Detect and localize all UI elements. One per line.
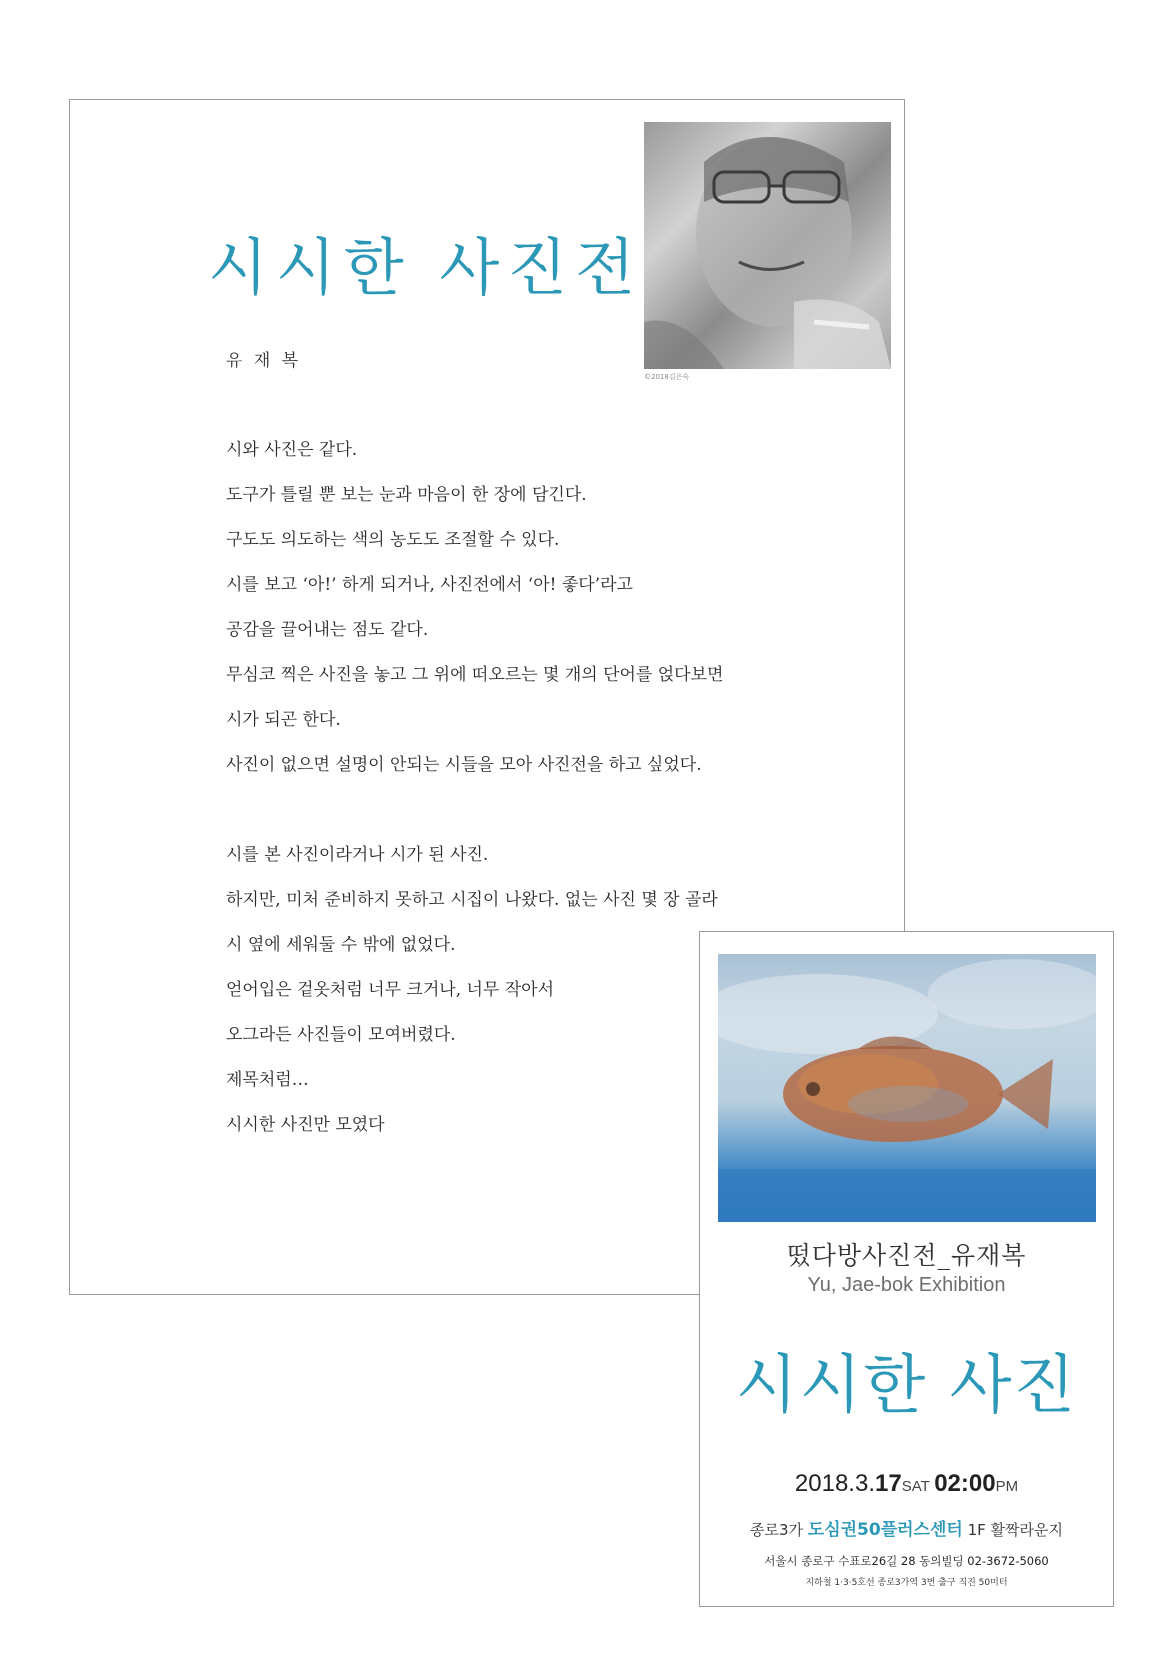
poem-line: 시시한 사진만 모였다 [226,1115,385,1135]
poem-line: 제목처럼… [226,1070,309,1090]
poem-stanza-break [226,788,723,833]
exhibition-poster [699,931,1114,1607]
exhibition-date [700,1470,1113,1498]
poem-line: 도구가 틀릴 뿐 보는 눈과 마음이 한 장에 담긴다. [226,485,587,505]
poster-subtitle-english: Yu, Jae-bok Exhibition [807,1274,1006,1296]
poem-line: 무심코 찍은 사진을 놓고 그 위에 떠오르는 몇 개의 단어를 얹다보면 [226,665,724,685]
poem-line: 시를 보고 ‘아!’ 하게 되거나, 사진전에서 ‘아! 좋다’라고 [226,575,633,595]
portrait-drawing [644,122,891,369]
portrait-sketch [644,122,891,369]
poem-line: 얻어입은 겉옷처럼 너무 크거나, 너무 작아서 [226,980,555,1000]
fish-photo [718,954,1096,1222]
poster-subtitle-korean: 떴다방사진전_유재복 [786,1241,1027,1270]
portrait-credit: ©2018김은숙 [644,373,690,381]
poem-line: 시와 사진은 같다. [226,440,358,460]
poem-line: 오그라든 사진들이 모여버렸다. [226,1025,456,1045]
date-day: 17 [874,1470,902,1497]
page-title: 시시한 사진전 [208,231,644,304]
venue-area: 종로3가 [749,1521,803,1539]
poem-line: 시가 되곤 한다. [226,710,341,730]
date-time: 02:00 [934,1470,996,1497]
venue-place: 도심권50플러스센터 [807,1520,963,1540]
fish-image [718,954,1096,1222]
poem-text [226,428,723,1148]
author-name: 유 재 복 [226,351,302,371]
date-year-month: 2018.3. [794,1470,875,1497]
poster-title: 시시한 사진 [735,1349,1078,1423]
venue-room: 1F 활짝라운지 [967,1521,1063,1539]
poem-line: 구도도 의도하는 색의 농도도 조절할 수 있다. [226,530,560,550]
poem-line: 사진이 없으면 설명이 안되는 시들을 모아 사진전을 하고 싶었다. [226,755,702,775]
date-weekday: SAT [901,1478,930,1495]
poem-line: 하지만, 미처 준비하지 못하고 시집이 나왔다. 없는 사진 몇 장 골라 [226,890,718,910]
venue-address: 서울시 종로구 수표로26길 28 동의빌딩 02-3672-5060 [764,1554,1049,1568]
date-ampm: PM [995,1478,1019,1495]
poem-line: 공감을 끌어내는 점도 같다. [226,620,429,640]
exhibition-venue [700,1515,1113,1540]
poem-line: 시를 본 사진이라거나 시가 된 사진. [226,845,489,865]
poem-line: 시 옆에 세워둘 수 밖에 없었다. [226,935,456,955]
subway-directions: 지하철 1·3·5호선 종로3가역 3번 출구 직진 50미터 [805,1578,1008,1588]
